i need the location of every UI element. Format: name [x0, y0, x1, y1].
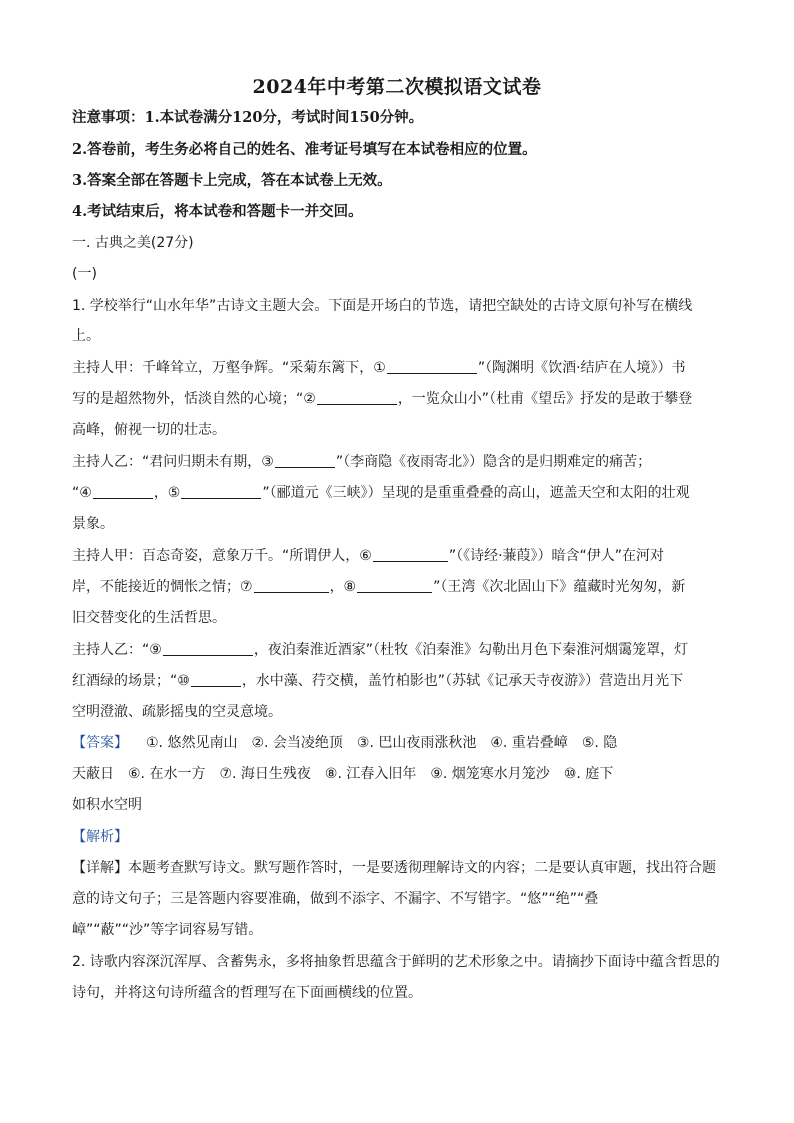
answer-item: ⑧. 江春入旧年	[324, 766, 417, 782]
analysis-line-1: 【详解】本题考查默写诗文。默写题作答时，一是要透彻理解诗文的内容；二是要认真审题，找出符合题	[72, 860, 716, 876]
blank-4[interactable]	[93, 484, 153, 499]
answer-item: ⑤. 隐	[581, 735, 618, 751]
answer-line-3: 如积水空明	[72, 797, 142, 813]
host-a2-para-line-2	[72, 577, 722, 597]
host-a-para-line-1	[72, 358, 722, 378]
q2-stem-line-2: 诗句，并将这句诗所蕴含的哲理写在下面画横线的位置。	[72, 985, 422, 1001]
answer-item: ④. 重岩叠嶂	[490, 735, 568, 751]
host-a-para-line-3: 高峰，俯视一切的壮志。	[72, 422, 226, 438]
q2-stem-line-1: 2. 诗歌内容深沉浑厚、含蓄隽永，多将抽象哲思蕴含于鲜明的艺术形象之中。请摘抄下面诗中蕴含哲思的	[72, 954, 720, 970]
text-seg: ”（陶渊明《饮酒·结庐在人境》）书	[477, 360, 686, 376]
notes-line-3: 3.答案全部在答题卡上完成，答在本试卷上无效。	[72, 172, 392, 189]
host-b-para-line-2	[72, 483, 722, 503]
answer-item: 天蔽日	[72, 766, 114, 782]
text-seg: 主持人乙：“君问归期未有期，③	[72, 454, 274, 470]
blank-8[interactable]	[357, 578, 432, 593]
answer-item: ⑨. 烟笼寒水月笼沙	[430, 766, 550, 782]
host-b2-para-line-2	[72, 671, 722, 691]
q1-stem-line-2: 上。	[72, 328, 100, 344]
answer-line-1	[72, 733, 722, 753]
host-b2-para-line-3: 空明澄澈、疏影摇曳的空灵意境。	[72, 704, 282, 720]
answer-item: ⑩. 庭下	[563, 766, 614, 782]
host-b-para-line-3: 景象。	[72, 516, 114, 532]
section-heading: 一. 古典之美(27分)	[72, 235, 194, 251]
host-b-para-line-1	[72, 452, 722, 472]
notes-line-1: 注意事项：1.本试卷满分120分，考试时间150分钟。	[72, 109, 424, 126]
text-seg: ，水中藻、荇交横，盖竹柏影也”（苏轼《记承天寺夜游》）营造出月光下	[241, 673, 684, 689]
text-seg: 写的是超然物外，恬淡自然的心境；“②	[72, 391, 316, 407]
analysis-line-3: 嶂”“蔽”“沙”等字词容易写错。	[72, 922, 263, 938]
blank-9[interactable]	[163, 641, 253, 656]
answer-item: ⑦. 海日生残夜	[219, 766, 311, 782]
host-a2-para-line-3: 旧交替变化的生活哲思。	[72, 610, 226, 626]
text-seg: ，⑧	[329, 579, 357, 595]
blank-1[interactable]	[387, 359, 477, 374]
blank-10[interactable]	[191, 672, 241, 687]
text-seg: ”（《诗经·蒹葭》）暗含“伊人”在河对	[448, 548, 665, 564]
notes-line-2: 2.答卷前，考生务必将自己的姓名、准考证号填写在本试卷相应的位置。	[72, 141, 537, 158]
answer-item: ⑥. 在水一方	[128, 766, 206, 782]
text-seg: 主持人乙：“⑨	[72, 642, 162, 658]
analysis-line-2: 意的诗文句子；三是答题内容要准确，做到不添字、不漏字、不写错字。“悠”“绝”“叠	[72, 891, 599, 907]
notes-line-4: 4.考试结束后，将本试卷和答题卡一并交回。	[72, 203, 363, 220]
answer-item: ③. 巴山夜雨涨秋池	[356, 735, 477, 751]
blank-3[interactable]	[275, 453, 335, 468]
q1-stem-line-1: 1. 学校举行“山水年华”古诗文主题大会。下面是开场白的节选，请把空缺处的古诗文原句补写在横线	[72, 298, 693, 314]
text-seg: “④	[72, 485, 92, 501]
host-a-para-line-2	[72, 389, 722, 409]
part-heading: (一)	[72, 266, 97, 282]
answer-item: ①. 悠然见南山	[146, 735, 238, 751]
host-a2-para-line-1	[72, 546, 722, 566]
text-seg: ，夜泊秦淮近酒家”（杜牧《泊秦淮》勾勒出月色下秦淮河烟霭笼罩，灯	[253, 642, 689, 658]
analysis-label: 【解析】	[72, 829, 128, 845]
text-seg: ”（王湾《次北固山下》蕴藏时光匆匆，新	[433, 579, 686, 595]
text-seg: 主持人甲：百态奇姿，意象万千。“所谓伊人，⑥	[72, 548, 372, 564]
text-seg: 岸，不能接近的惆怅之情；⑦	[72, 579, 253, 595]
blank-2[interactable]	[317, 390, 397, 405]
text-seg: ，⑤	[153, 485, 181, 501]
text-seg: ，一览众山小”（杜甫《望岳》抒发的是敢于攀登	[397, 391, 693, 407]
page-title: 2024年中考第二次模拟语文试卷	[252, 76, 542, 98]
text-seg: 主持人甲：千峰耸立，万壑争辉。“采菊东篱下，①	[72, 360, 386, 376]
text-seg: ”（郦道元《三峡》）呈现的是重重叠叠的高山，遮盖天空和太阳的壮观	[262, 485, 690, 501]
blank-5[interactable]	[181, 484, 261, 499]
blank-6[interactable]	[373, 547, 448, 562]
host-b2-para-line-1	[72, 640, 722, 660]
answer-label: 【答案】	[72, 735, 128, 751]
blank-7[interactable]	[254, 578, 329, 593]
answer-line-2	[72, 764, 722, 784]
text-seg: ”（李商隐《夜雨寄北》）隐含的是归期难定的痛苦；	[335, 454, 652, 470]
answer-item: ②. 会当凌绝顶	[251, 735, 343, 751]
text-seg: 红酒绿的场景；“⑩	[72, 673, 190, 689]
